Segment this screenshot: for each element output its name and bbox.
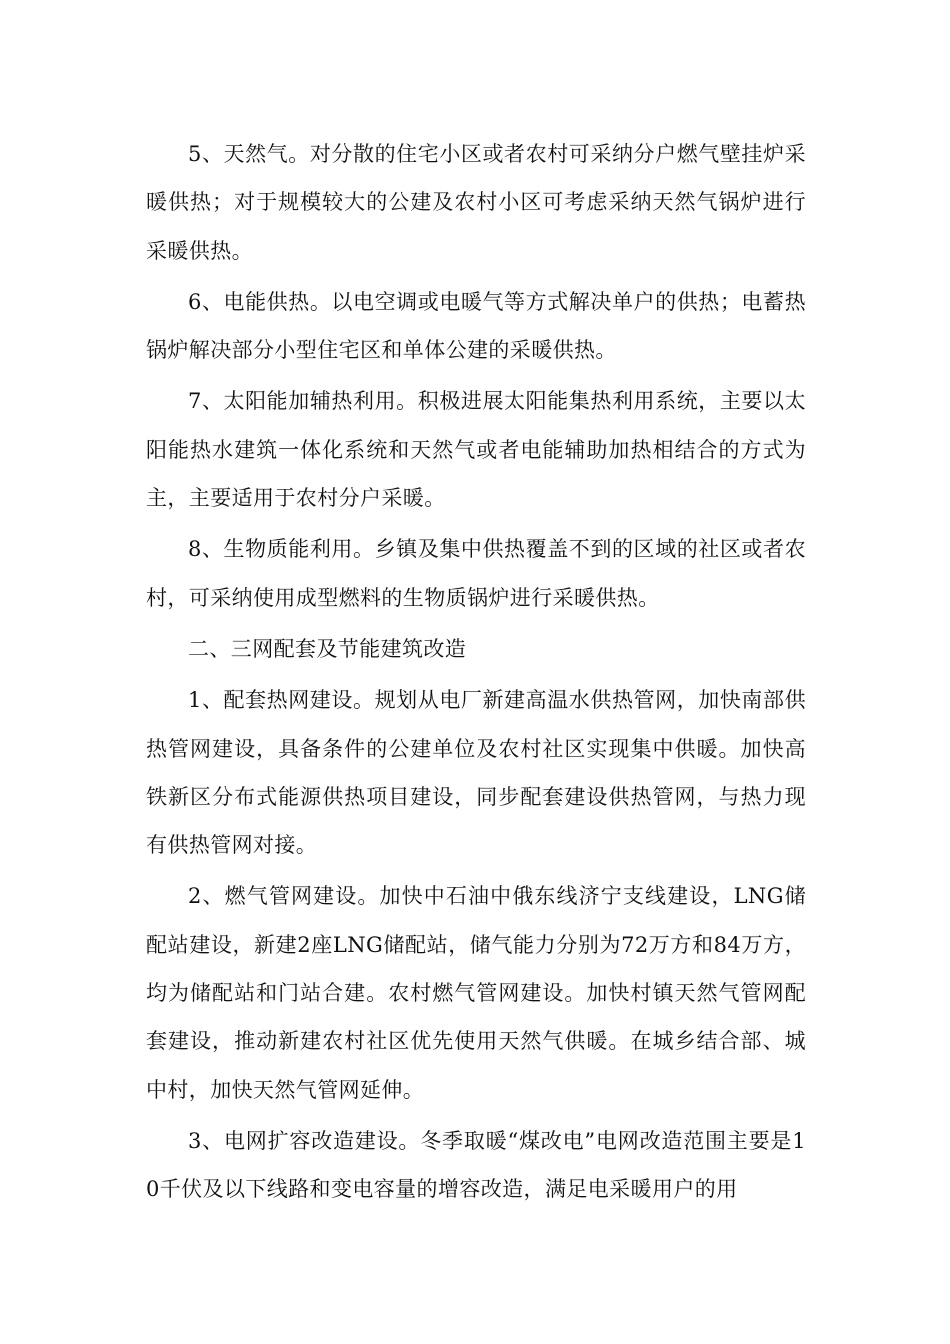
paragraph-gas-network: 2、燃气管网建设。加快中石油中俄东线济宁支线建设，LNG储配站建设，新建2座LNG储配站，储气能力分别为72万方和84万方，均为储配站和门站合建。农村燃气管网建设。加快村镇天然气管网配套建设，推动新建农村社区优先使用天然气供暖。在城乡结合部、城中村，加快天然气管网延伸。 xyxy=(146,884,806,1102)
paragraph-solar-heating: 7、太阳能加辅热利用。积极进展太阳能集热利用系统，主要以太阳能热水建筑一体化系统和天然气或者电能辅助加热相结合的方式为主，主要适用于农村分户采暖。 xyxy=(146,389,806,511)
paragraph-natural-gas: 5、天然气。对分散的住宅小区或者农村可采纳分户燃气壁挂炉采暖供热；对于规模较大的公建及农村小区可考虑采纳天然气锅炉进行采暖供热。 xyxy=(146,142,806,263)
paragraph-power-grid: 3、电网扩容改造建设。冬季取暖“煤改电”电网改造范围主要是10千伏及以下线路和变电容量的增容改造，满足电采暖用户的用 xyxy=(146,1128,806,1202)
paragraph-biomass: 8、生物质能利用。乡镇及集中供热覆盖不到的区域的社区或者农村，可采纳使用成型燃料的生物质锅炉进行采暖供热。 xyxy=(146,537,806,610)
section-heading-three-networks: 二、三网配套及节能建筑改造 xyxy=(188,636,467,661)
paragraph-heat-network: 1、配套热网建设。规划从电厂新建高温水供热管网，加快南部供热管网建设，具备条件的公建单位及农村社区实现集中供暖。加快高铁新区分布式能源供热项目建设，同步配套建设供热管网，与热力现有供热管网对接。 xyxy=(146,688,806,858)
document-body xyxy=(146,130,806,1217)
paragraph-electric-heating: 6、电能供热。以电空调或电暖气等方式解决单户的供热；电蓄热锅炉解决部分小型住宅区和单体公建的采暖供热。 xyxy=(146,289,806,363)
